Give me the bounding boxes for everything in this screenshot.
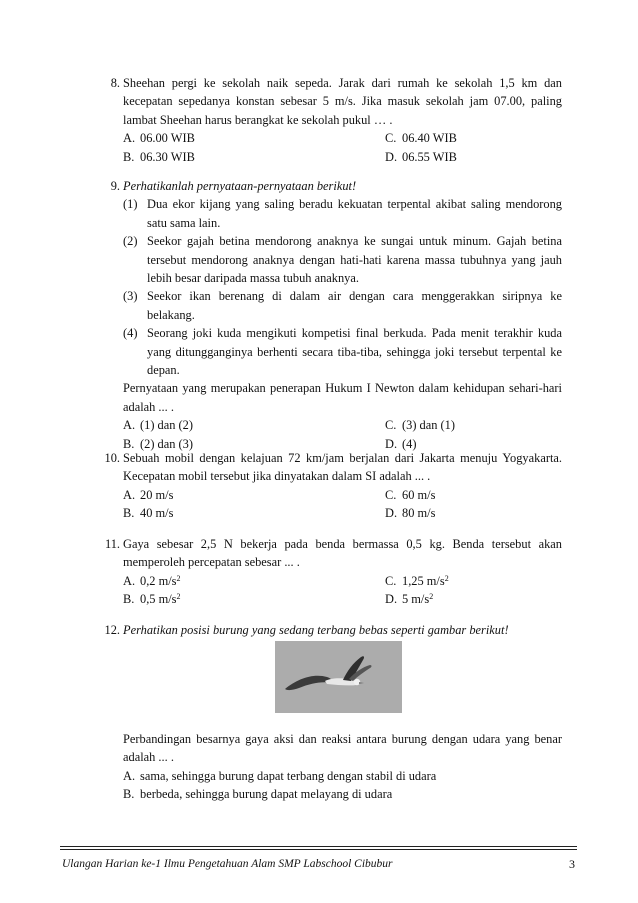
option-d[interactable]: D. (4) (385, 436, 417, 451)
statement-3: (3) Seekor ikan berenang di dalam air dengan cara menggerakkan siripnya ke belakang. (123, 289, 562, 322)
option-b[interactable]: B. 0,5 $m/s^2$ (123, 592, 181, 607)
statement-4: (4) Seorang joki kuda mengikuti kompetisi final berkuda. Pada menit terakhir kuda yang ditungganginya berhenti secara tiba-tiba, sehingga joki tersebut terpental ke depan. (123, 326, 562, 378)
question-number: 8. (110, 76, 120, 90)
option-a[interactable]: A. 20 m/s (123, 487, 174, 502)
question-9 (92, 177, 562, 453)
statement-2: (2) Seekor gajah betina mendorong anaknya ke sungai untuk minum. Gajah betina tersebut mendorong anaknya dengan hati-hati karena massa tubuhnya yang jauh lebih besar daripada massa tubuh anaknya. (123, 234, 562, 286)
option-b[interactable]: B. 40 m/s (123, 506, 174, 521)
question-8 (92, 74, 562, 166)
option-b[interactable]: B. (2) dan (3) (123, 436, 193, 451)
options (123, 129, 562, 166)
option-b[interactable]: B. berbeda, sehingga burung dapat melayang di udara (123, 787, 393, 802)
options (123, 572, 562, 609)
statement-1: (1) Dua ekor kijang yang saling beradu kekuatan terpental akibat saling mendorong satu sama lain. (123, 197, 562, 230)
option-a[interactable]: A. 0,2 $m/s^2$ (123, 573, 181, 588)
option-c[interactable]: C. 60 m/s (385, 487, 436, 502)
flying-bird-photo (275, 641, 402, 713)
option-c[interactable]: C. (3) dan (1) (385, 418, 455, 433)
question-text: Gaya sebesar 2,5 N bekerja pada benda bermassa 0,5 kg. Benda tersebut akan memperoleh percepatan sebesar ... . (123, 537, 562, 570)
footer-rule (60, 849, 577, 850)
question-text: Sheehan pergi ke sekolah naik sepeda. Jarak dari rumah ke sekolah 1,5 km dan kecepatan sepedanya konstan sebesar 5 m/s. Jika masuk sekolah jam 07.00, paling lambat Sheehan harus berangkat ke sekolah pukul … . (123, 76, 562, 127)
question-12-continued (92, 730, 562, 804)
question-number: 12. (104, 623, 120, 637)
footer-title: Ulangan Harian ke-1 Ilmu Pengetahuan Alam SMP Labschool Cibubur (62, 858, 393, 870)
options (123, 416, 562, 453)
page-number: 3 (569, 857, 575, 871)
option-c[interactable]: C. 1,25 $m/s^2$ (385, 573, 449, 588)
question-10 (92, 449, 562, 523)
options (123, 486, 562, 523)
option-a[interactable]: A. sama, sehingga burung dapat terbang dengan stabil di udara (123, 768, 437, 783)
question-number: 9. (110, 179, 120, 193)
question-11 (92, 535, 562, 609)
question-intro: Perhatikan posisi burung yang sedang terbang bebas seperti gambar berikut! (123, 623, 509, 637)
option-d[interactable]: D. 80 m/s (385, 506, 436, 521)
page-footer (60, 846, 577, 871)
question-number: 11. (104, 537, 120, 551)
question-number: 10. (104, 451, 120, 465)
question-intro: Perhatikanlah pernyataan-pernyataan berikut! (123, 179, 357, 193)
question-text: Pernyataan yang merupakan penerapan Hukum I Newton dalam kehidupan sehari-hari adalah ... . (123, 381, 562, 414)
question-text: Perbandingan besarnya gaya aksi dan reaksi antara burung dengan udara yang benar adalah ... . (123, 732, 562, 765)
question-12 (92, 621, 562, 639)
options (123, 767, 562, 804)
option-d[interactable]: D. 5 $m/s^2$ (385, 592, 434, 607)
question-text: Sebuah mobil dengan kelajuan 72 km/jam berjalan dari Jakarta menuju Yogyakarta. Kecepatan mobil tersebut jika dinyatakan dalam SI adalah ... . (123, 451, 562, 484)
option-a[interactable]: A. 06.00 WIB (123, 131, 195, 146)
option-b[interactable]: B. 06.30 WIB (123, 149, 195, 164)
option-d[interactable]: D. 06.55 WIB (385, 149, 457, 164)
option-c[interactable]: C. 06.40 WIB (385, 131, 457, 146)
option-a[interactable]: A. (1) dan (2) (123, 418, 193, 433)
